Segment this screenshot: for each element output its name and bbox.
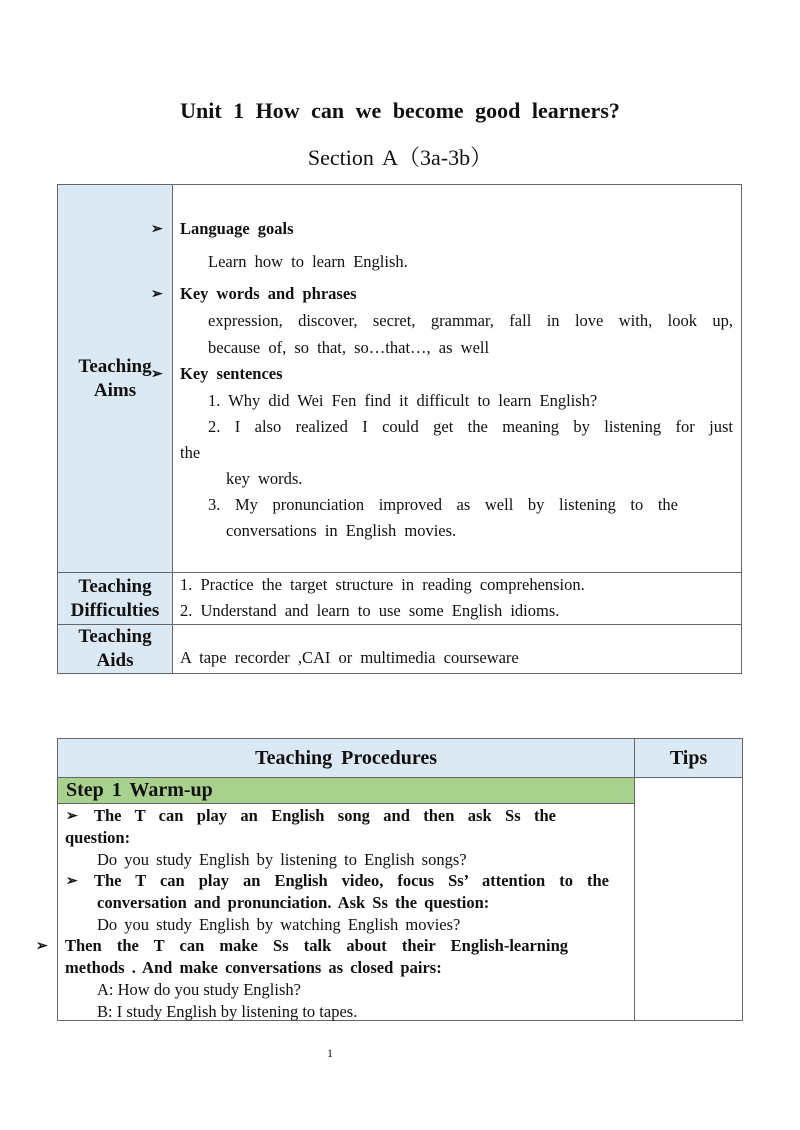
difficulty-item: 2. Understand and learn to use some English idioms. (180, 601, 560, 620)
step1-title: Step 1 Warm-up (58, 778, 635, 804)
arrow-bullet-icon: ➢ (151, 287, 163, 302)
teaching-aids-row (58, 625, 742, 674)
arrow-bullet-icon: ➢ (66, 874, 78, 889)
key-sentence: key words. (226, 469, 303, 488)
label-line: Teaching (78, 626, 152, 647)
arrow-bullet-icon: ➢ (36, 939, 48, 954)
label-line: Teaching (78, 575, 152, 597)
key-sentence: the (180, 443, 201, 462)
arrow-bullet-icon: ➢ (66, 809, 78, 824)
teaching-difficulties-row (58, 573, 742, 625)
teaching-difficulties-label (58, 573, 173, 625)
aims-table (57, 184, 742, 674)
dialogue-line: B: I study English by listening to tapes. (97, 1002, 358, 1021)
key-words-heading: Key words and phrases (180, 284, 357, 303)
procedures-table (36, 738, 743, 1021)
key-words-line: because of, so that, so…that…, as well (208, 338, 490, 357)
teaching-aids-content (173, 625, 742, 674)
label-line: Aims (93, 379, 137, 401)
procedure-line: The T can play an English song and then ask Ss the (94, 806, 556, 825)
document-subtitle: Section A（3a-3b） (307, 145, 493, 170)
procedure-question: Do you study English by watching English movies? (97, 915, 461, 934)
teaching-aids-label (58, 625, 173, 674)
teaching-aids-text: A tape recorder ,CAI or multimedia courseware (180, 648, 519, 667)
key-sentence: 1. Why did Wei Fen find it difficult to learn English? (208, 391, 598, 410)
document-title: Unit 1 How can we become good learners? (180, 98, 620, 123)
label-line: Teaching (78, 355, 152, 377)
step1-body (36, 804, 635, 1021)
key-sentence: 2. I also realized I could get the meaning by listening for just (208, 417, 733, 436)
key-sentence: conversations in English movies. (226, 521, 457, 540)
teaching-difficulties-content (173, 573, 742, 625)
teaching-aims-row (58, 185, 742, 573)
label-line: Difficulties (70, 599, 160, 621)
dialogue-line: A: How do you study English? (97, 980, 301, 999)
arrow-bullet-icon: ➢ (151, 222, 163, 237)
procedure-line: methods . And make conversations as closed pairs: (65, 958, 442, 977)
procedures-header: Teaching Procedures (58, 739, 635, 778)
procedure-line: conversation and pronunciation. Ask Ss the question: (97, 893, 490, 912)
key-sentence: 3. My pronunciation improved as well by listening to the (208, 495, 678, 514)
difficulty-item: 1. Practice the target structure in reading comprehension. (180, 575, 585, 594)
procedure-question: Do you study English by listening to English songs? (97, 850, 467, 869)
arrow-bullet-icon: ➢ (151, 367, 163, 382)
teaching-aims-content (151, 185, 742, 573)
step1-title-row (58, 778, 743, 804)
language-goals-heading: Language goals (180, 219, 294, 238)
procedure-line: Then the T can make Ss talk about their English-learning (65, 936, 568, 955)
tips-cell (635, 778, 743, 1021)
procedure-line: The T can play an English video, focus Ss’ attention to the (94, 871, 609, 890)
tips-header: Tips (635, 739, 743, 778)
language-goals-text: Learn how to learn English. (208, 252, 408, 271)
key-words-line: expression, discover, secret, grammar, fall in love with, look up, (208, 311, 733, 330)
key-sentences-heading: Key sentences (180, 364, 283, 383)
procedures-header-row (58, 739, 743, 778)
page-number: 1 (327, 1046, 333, 1060)
label-line: Aids (96, 650, 134, 671)
procedure-line: question: (65, 828, 131, 847)
